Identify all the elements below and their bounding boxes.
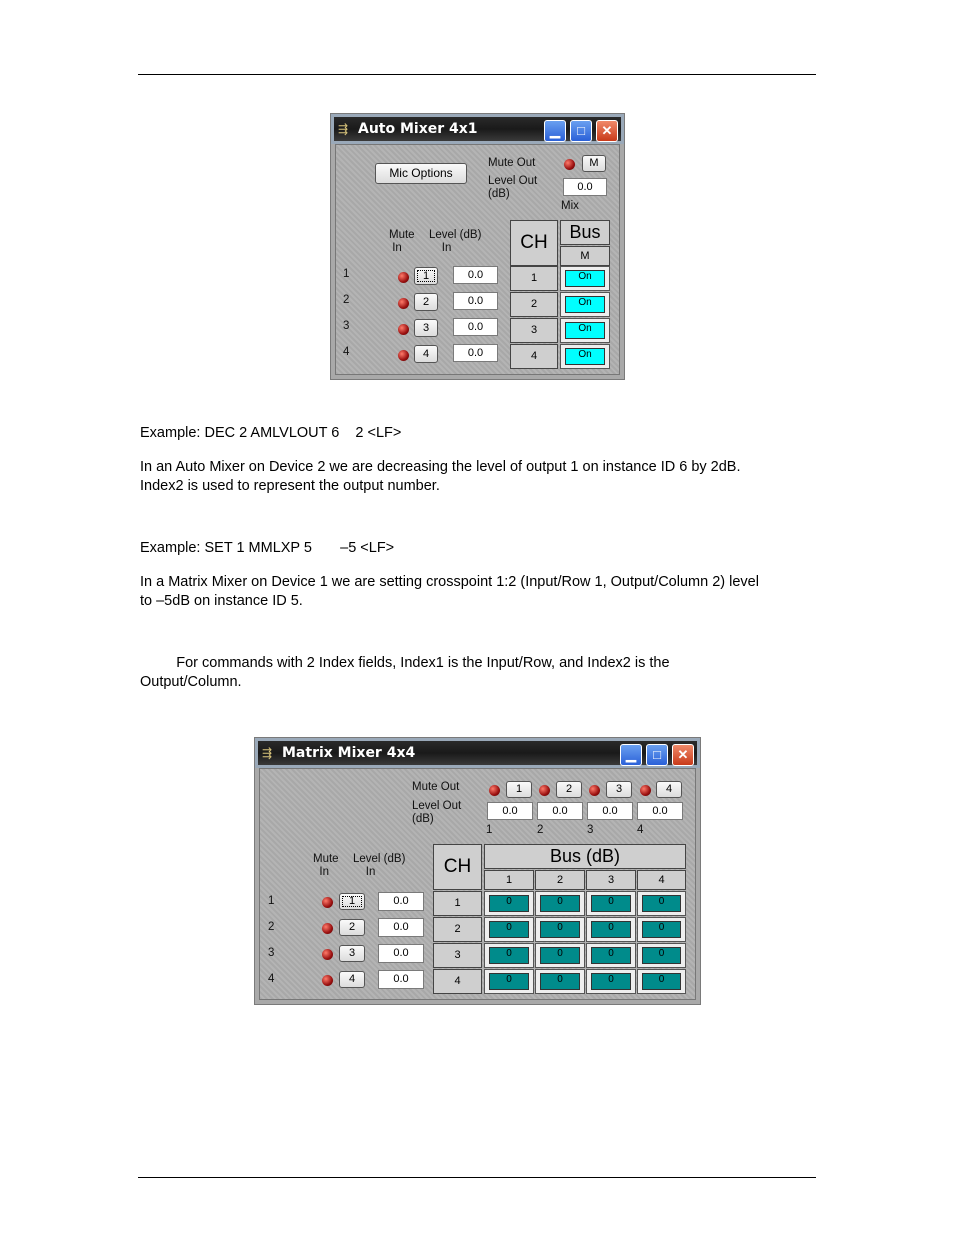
ch-cell: 1 — [510, 266, 558, 291]
row-number: 4 — [268, 973, 275, 985]
row-number: 1 — [343, 268, 350, 280]
paragraph-line: In a Matrix Mixer on Device 1 we are setting crosspoint 1:2 (Input/Row 1, Output/Column 2) level — [140, 574, 759, 590]
maximize-button[interactable] — [570, 120, 592, 142]
matrix-mixer-body — [259, 768, 696, 1000]
minimize-icon: ▁ — [626, 747, 636, 762]
crosspoint-level: 0 — [489, 947, 529, 964]
mute-out-led-4 — [640, 785, 651, 796]
crosspoint-level: 0 — [642, 895, 681, 912]
window-title: Matrix Mixer 4x4 — [282, 745, 416, 761]
mute-in-label: Mute In — [313, 853, 339, 878]
level-in-field[interactable]: 0.0 — [453, 292, 498, 310]
maximize-button[interactable] — [646, 744, 668, 766]
bus-col-3: 3 — [586, 870, 636, 890]
mute-in-button[interactable]: 2 — [414, 293, 438, 311]
ch-cell: 2 — [510, 292, 558, 317]
auto-mixer-body — [335, 144, 620, 375]
ch-cell: 4 — [510, 344, 558, 369]
level-in-field[interactable]: 0.0 — [378, 970, 424, 989]
crosspoint-button[interactable] — [637, 917, 686, 942]
bus-header: Bus — [560, 220, 610, 245]
bus-on-indicator: On — [565, 296, 605, 313]
mute-in-button[interactable]: 2 — [339, 919, 365, 936]
level-out-label: Level Out (dB) — [488, 175, 538, 200]
level-out-field-2[interactable]: 0.0 — [537, 802, 583, 820]
auto-mixer-explanation — [140, 458, 741, 496]
crosspoint-button[interactable] — [484, 943, 534, 968]
crosspoint-button[interactable] — [637, 969, 686, 994]
bus-on-indicator: On — [565, 270, 605, 287]
crosspoint-button[interactable] — [484, 917, 534, 942]
crosspoint-button[interactable] — [484, 891, 534, 916]
example-dec-command — [140, 424, 401, 443]
ch-cell: 3 — [433, 943, 482, 968]
minimize-icon: ▁ — [550, 123, 560, 138]
mute-out-led-3 — [589, 785, 600, 796]
crosspoint-button[interactable] — [484, 969, 534, 994]
level-in-label: Level (dB) In — [353, 853, 406, 878]
ch-header: CH — [433, 844, 482, 890]
level-in-field[interactable]: 0.0 — [453, 318, 498, 336]
matrix-mixer-titlebar[interactable] — [255, 738, 700, 768]
crosspoint-level: 0 — [489, 921, 529, 938]
mute-in-led — [322, 897, 333, 908]
header-rule — [138, 74, 816, 75]
mute-in-led — [398, 272, 409, 283]
crosspoint-level: 0 — [540, 895, 580, 912]
crosspoint-button[interactable] — [637, 943, 686, 968]
level-in-field[interactable]: 0.0 — [378, 892, 424, 911]
crosspoint-level: 0 — [489, 895, 529, 912]
mute-in-label: Mute In — [389, 229, 415, 254]
row-number: 2 — [268, 921, 275, 933]
mixer-app-icon: ⇶ — [262, 746, 273, 760]
mute-out-button-3[interactable]: 3 — [606, 781, 632, 798]
crosspoint-button[interactable] — [637, 891, 686, 916]
bus-col-2: 2 — [535, 870, 585, 890]
output-number-2: 2 — [537, 824, 544, 836]
mute-out-button[interactable]: M — [582, 155, 606, 172]
close-button[interactable] — [596, 120, 618, 142]
bus-assign-button[interactable] — [560, 344, 610, 369]
crosspoint-level: 0 — [591, 921, 631, 938]
paragraph-line: For commands with 2 Index fields, Index1 is the Input/Row, and Index2 is the — [140, 655, 670, 671]
mute-in-led — [322, 923, 333, 934]
mute-out-led-1 — [489, 785, 500, 796]
auto-mixer-titlebar[interactable] — [331, 114, 624, 144]
maximize-icon: □ — [577, 123, 585, 138]
paragraph-line: Index2 is used to represent the output number. — [140, 478, 440, 494]
crosspoint-button[interactable] — [535, 943, 585, 968]
crosspoint-button[interactable] — [535, 969, 585, 994]
crosspoint-level: 0 — [540, 973, 580, 990]
bus-sub-header: M — [560, 246, 610, 266]
mute-in-button[interactable]: 1 — [339, 893, 365, 910]
output-number-3: 3 — [587, 824, 594, 836]
mute-in-led — [322, 949, 333, 960]
paragraph-line: In an Auto Mixer on Device 2 we are decreasing the level of output 1 on instance ID 6 by 2dB. — [140, 459, 741, 475]
matrix-mixer-explanation — [140, 573, 759, 611]
mix-label: Mix — [561, 200, 579, 212]
bus-header: Bus (dB) — [484, 844, 686, 869]
row-number: 4 — [343, 346, 350, 358]
matrix-mixer-window — [254, 737, 701, 1005]
level-in-field[interactable]: 0.0 — [378, 918, 424, 937]
mixer-app-icon: ⇶ — [338, 122, 349, 136]
crosspoint-level: 0 — [591, 973, 631, 990]
row-number: 3 — [343, 320, 350, 332]
mute-out-led — [564, 159, 575, 170]
mute-in-led — [398, 324, 409, 335]
mute-in-led — [398, 298, 409, 309]
mute-out-label: Mute Out — [488, 157, 536, 169]
bus-assign-button[interactable] — [560, 292, 610, 317]
mute-in-button[interactable]: 4 — [414, 345, 438, 363]
level-in-field[interactable]: 0.0 — [453, 344, 498, 362]
level-out-field[interactable]: 0.0 — [563, 178, 607, 196]
close-button[interactable] — [672, 744, 694, 766]
crosspoint-level: 0 — [642, 921, 681, 938]
crosspoint-level: 0 — [642, 973, 681, 990]
crosspoint-button[interactable] — [586, 891, 636, 916]
auto-mixer-window — [330, 113, 625, 380]
bus-col-1: 1 — [484, 870, 534, 890]
mute-out-button-2[interactable]: 2 — [556, 781, 582, 798]
mic-options-button[interactable]: Mic Options — [375, 163, 467, 184]
bus-on-indicator: On — [565, 348, 605, 365]
mute-in-led — [322, 975, 333, 986]
close-icon: ✕ — [601, 123, 613, 138]
close-icon: ✕ — [677, 747, 689, 762]
crosspoint-level: 0 — [591, 895, 631, 912]
level-in-field[interactable]: 0.0 — [378, 944, 424, 963]
crosspoint-button[interactable] — [535, 891, 585, 916]
mute-out-button-1[interactable]: 1 — [506, 781, 532, 798]
mute-in-led — [398, 350, 409, 361]
ch-cell: 3 — [510, 318, 558, 343]
ch-header: CH — [510, 220, 558, 266]
example-set-command — [140, 539, 394, 558]
level-out-field-1[interactable]: 0.0 — [487, 802, 533, 820]
minimize-button[interactable] — [544, 120, 566, 142]
mute-out-label: Mute Out — [412, 781, 460, 793]
ch-cell: 1 — [433, 891, 482, 916]
bus-on-indicator: On — [565, 322, 605, 339]
bus-assign-button[interactable] — [560, 266, 610, 291]
output-number-4: 4 — [637, 824, 644, 836]
footer-rule — [138, 1177, 816, 1178]
mute-out-button-4[interactable]: 4 — [656, 781, 682, 798]
output-number-1: 1 — [486, 824, 493, 836]
crosspoint-button[interactable] — [586, 917, 636, 942]
level-out-field-3[interactable]: 0.0 — [587, 802, 633, 820]
bus-assign-button[interactable] — [560, 318, 610, 343]
level-in-field[interactable]: 0.0 — [453, 266, 498, 284]
row-number: 3 — [268, 947, 275, 959]
crosspoint-button[interactable] — [586, 943, 636, 968]
crosspoint-level: 0 — [489, 973, 529, 990]
paragraph-line: Output/Column. — [140, 674, 242, 690]
paragraph-line: to –5dB on instance ID 5. — [140, 593, 303, 609]
level-in-label: Level (dB) In — [429, 229, 482, 254]
mute-in-button[interactable]: 4 — [339, 971, 365, 988]
bus-col-4: 4 — [637, 870, 686, 890]
crosspoint-level: 0 — [591, 947, 631, 964]
ch-cell: 2 — [433, 917, 482, 942]
minimize-button[interactable] — [620, 744, 642, 766]
ch-cell: 4 — [433, 969, 482, 994]
row-number: 2 — [343, 294, 350, 306]
crosspoint-button[interactable] — [535, 917, 585, 942]
level-out-label: Level Out (dB) — [412, 800, 462, 825]
paragraph-line: Example: SET 1 MMLXP 5 –5 <LF> — [140, 540, 395, 556]
index-fields-note — [140, 654, 670, 692]
crosspoint-button[interactable] — [586, 969, 636, 994]
mute-in-button[interactable]: 3 — [339, 945, 365, 962]
window-title: Auto Mixer 4x1 — [358, 121, 478, 137]
crosspoint-level: 0 — [540, 921, 580, 938]
paragraph-line: Example: DEC 2 AMLVLOUT 6 2 <LF> — [140, 425, 402, 441]
maximize-icon: □ — [653, 747, 661, 762]
mute-in-button[interactable]: 3 — [414, 319, 438, 337]
level-out-field-4[interactable]: 0.0 — [637, 802, 683, 820]
row-number: 1 — [268, 895, 275, 907]
crosspoint-level: 0 — [540, 947, 580, 964]
mute-out-led-2 — [539, 785, 550, 796]
mute-in-button[interactable]: 1 — [414, 267, 438, 285]
crosspoint-level: 0 — [642, 947, 681, 964]
